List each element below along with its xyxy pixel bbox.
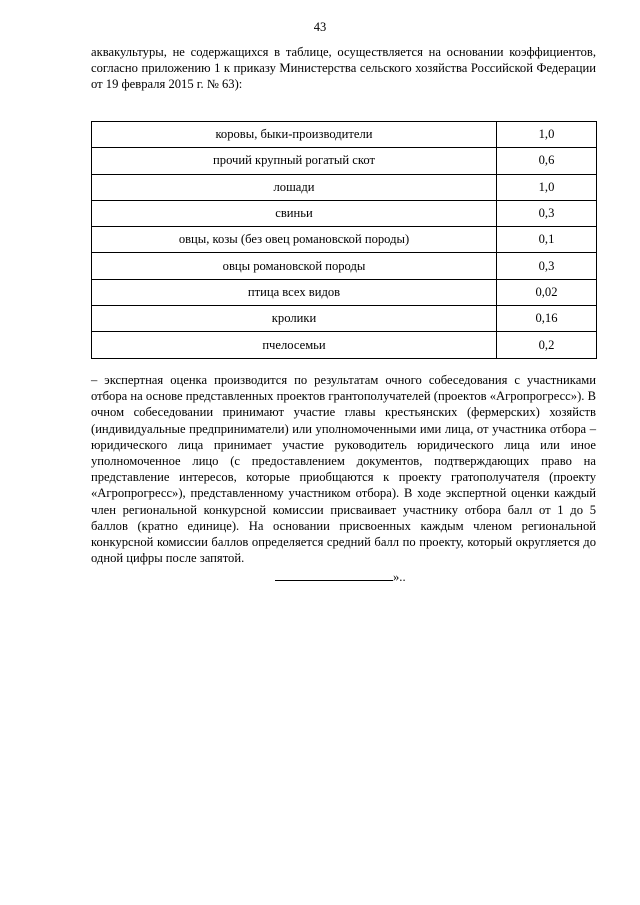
animal-category-cell: лошади [92, 174, 497, 200]
coefficient-cell: 0,02 [497, 279, 597, 305]
animal-category-cell: коровы, быки-производители [92, 122, 497, 148]
coefficient-cell: 0,2 [497, 332, 597, 358]
animal-category-cell: птица всех видов [92, 279, 497, 305]
closing-line [275, 570, 406, 585]
coefficient-cell: 0,16 [497, 306, 597, 332]
page-number: 43 [313, 20, 327, 34]
coefficient-cell: 0,1 [497, 227, 597, 253]
closing-mark: ».. [393, 570, 406, 584]
table-row [92, 279, 597, 305]
animal-category-cell: свиньи [92, 200, 497, 226]
coefficient-table [91, 121, 597, 359]
coefficient-cell: 0,3 [497, 200, 597, 226]
table-row [92, 148, 597, 174]
table-row [92, 306, 597, 332]
animal-category-cell: овцы романовской породы [92, 253, 497, 279]
animal-category-cell: пчелосемьи [92, 332, 497, 358]
animal-category-cell: овцы, козы (без овец романовской породы) [92, 227, 497, 253]
coefficient-cell: 1,0 [497, 122, 597, 148]
table-row [92, 253, 597, 279]
table-row [92, 227, 597, 253]
table-row [92, 122, 597, 148]
coefficient-cell: 0,3 [497, 253, 597, 279]
table-row [92, 332, 597, 358]
table-row [92, 174, 597, 200]
coefficient-cell: 0,6 [497, 148, 597, 174]
animal-category-cell: прочий крупный рогатый скот [92, 148, 497, 174]
table-row [92, 200, 597, 226]
signature-underline [275, 570, 393, 581]
expert-evaluation-paragraph: – экспертная оценка производится по результатам очного собеседования с участниками отбора на основе представленных проектов грантополучателей (проектов «Агропрогресс»). В очном собеседовании принимают участие главы крестьянских (фермерских) хозяйств (индивидуальные предприниматели) или уполномоченными ими лица, от участника отбора – юридического лица принимает участие руководитель юридического лица или иное уполномоченное лицо (с предоставлением документов, подтверждающих право на представление интересов, которые приобщаются к проекту гратополучателя (проекту «Агропрогресс»), представленному участником отбора). В ходе экспертной оценки каждый член региональной конкурсной комиссии присваивает участнику отбора балл от 1 до 5 баллов (кратно единице). На основании присвоенных каждым членом региональной конкурсной комиссии баллов определяется средний балл по проекту, который округляется до одной цифры после запятой. [91, 373, 596, 566]
coefficient-cell: 1,0 [497, 174, 597, 200]
intro-paragraph: аквакультуры, не содержащихся в таблице, осуществляется на основании коэффициентов, согласно приложению 1 к приказу Министерства сельского хозяйства Российской Федерации от 19 февраля 2015 г. № 63): [91, 45, 596, 92]
animal-category-cell: кролики [92, 306, 497, 332]
